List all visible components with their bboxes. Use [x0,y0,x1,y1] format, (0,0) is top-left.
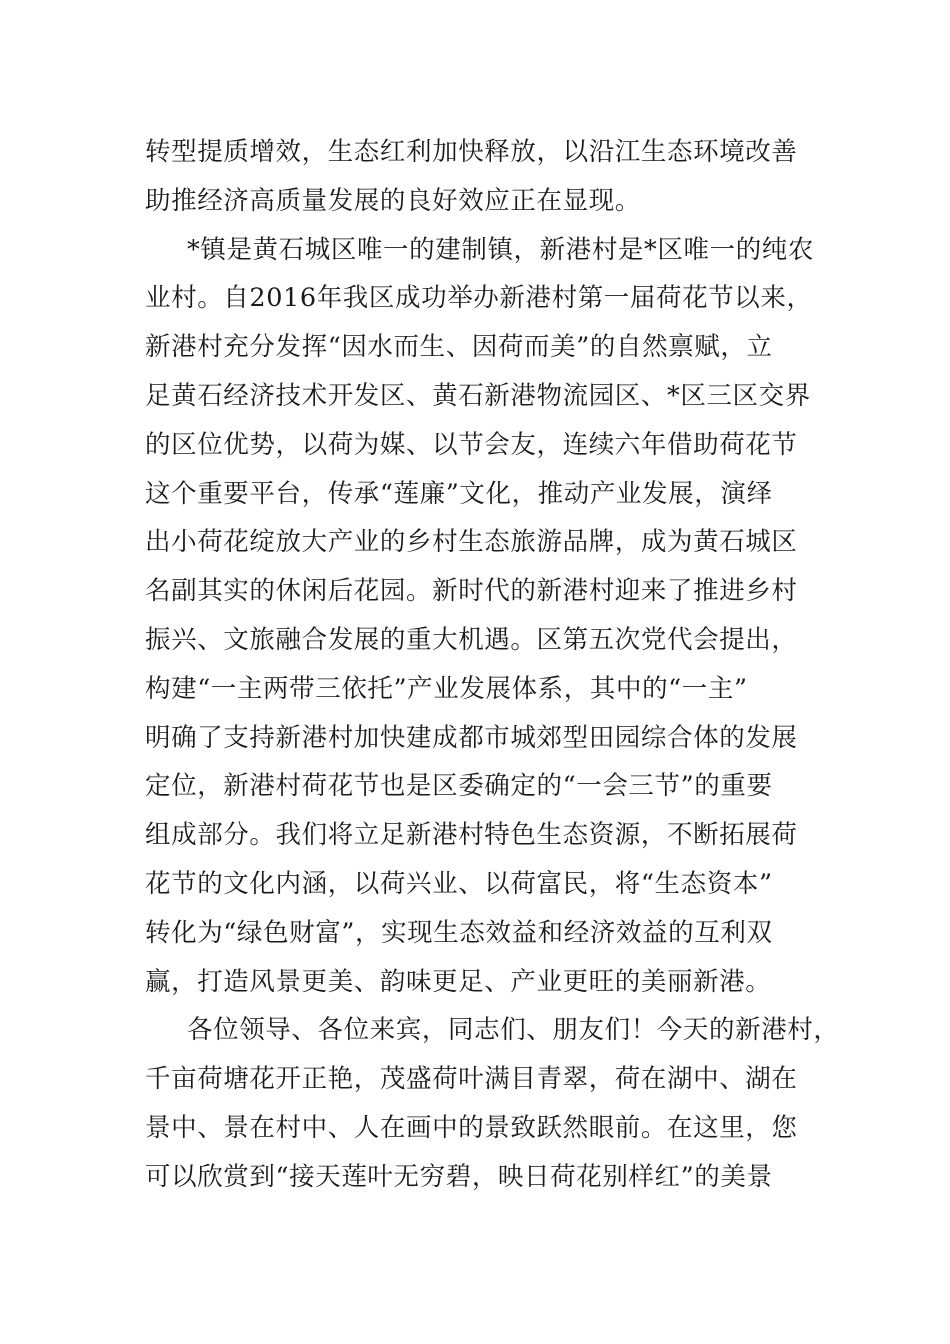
text-line: 业村。自2016年我区成功举办新港村第一届荷花节以来， [145,283,813,314]
text-line: 景中、景在村中、人在画中的景致跃然眼前。在这里，您 [145,1112,798,1143]
text-line: 赢，打造风景更美、韵味更足、产业更旺的美丽新港。 [145,966,772,997]
text-line: 新港村充分发挥“因水而生、因荷而美”的自然禀赋，立 [145,332,773,363]
paragraph-start-line: *镇是黄石城区唯一的建制镇，新港村是*区唯一的纯农 [187,234,815,265]
text-line: 千亩荷塘花开正艳，茂盛荷叶满目青翠，荷在湖中、湖在 [145,1064,798,1095]
document-body [145,128,840,1202]
text-line: 出小荷花绽放大产业的乡村生态旅游品牌，成为黄石城区 [145,527,798,558]
text-line: 转型提质增效，生态红利加快释放，以沿江生态环境改善 [145,137,798,167]
text-line: 定位，新港村荷花节也是区委确定的“一会三节”的重要 [145,771,773,802]
text-line: 振兴、文旅融合发展的重大机遇。区第五次党代会提出， [145,624,798,655]
text-line: 足黄石经济技术开发区、黄石新港物流园区、*区三区交界 [145,380,811,411]
text-line: 名副其实的休闲后花园。新时代的新港村迎来了推进乡村 [145,576,798,607]
text-line: 转化为“绿色财富”，实现生态效益和经济效益的互利双 [145,917,773,948]
text-line: 可以欣赏到“接天莲叶无穷碧，映日荷花别样红”的美景 [145,1161,773,1192]
paragraph-start-line: 各位领导、各位来宾，同志们、朋友们！今天的新港村， [187,1015,840,1046]
text-line: 明确了支持新港村加快建成都市城郊型田园综合体的发展 [145,722,798,753]
text-line: 这个重要平台，传承“莲廉”文化，推动产业发展，演绎 [145,478,773,509]
text-line: 组成部分。我们将立足新港村特色生态资源，不断拓展荷 [145,820,798,851]
text-line: 构建“一主两带三依托”产业发展体系，其中的“一主” [145,673,748,704]
text-line: 花节的文化内涵，以荷兴业、以荷富民，将“生态资本” [145,868,773,899]
text-line: 助推经济高质量发展的良好效应正在显现。 [145,185,641,216]
text-line: 的区位优势，以荷为媒、以节会友，连续六年借助荷花节 [145,429,798,460]
